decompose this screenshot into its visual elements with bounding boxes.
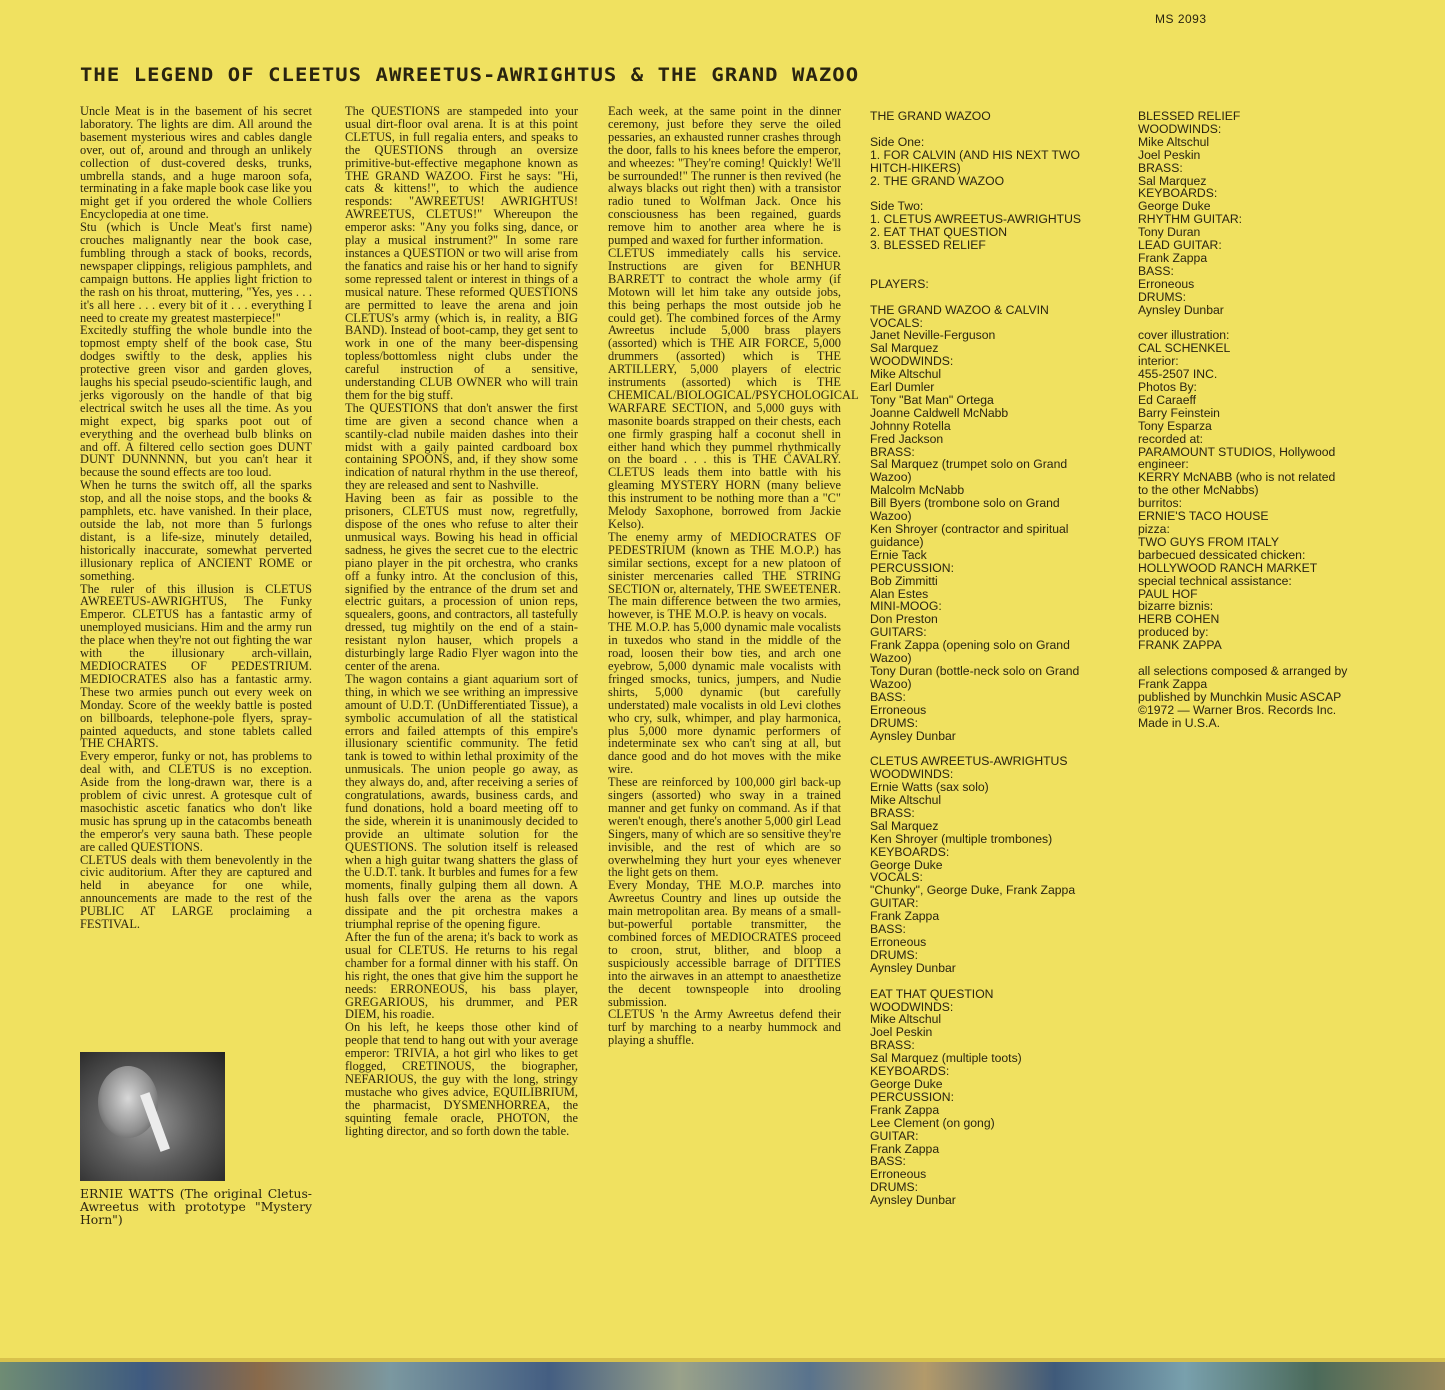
page-title: THE LEGEND OF CLEETUS AWREETUS-AWRIGHTUS & THE GRAND WAZOO bbox=[80, 64, 860, 86]
story-column-1 bbox=[80, 105, 312, 931]
story-column-2 bbox=[345, 105, 578, 1138]
story-column-3 bbox=[608, 104, 859, 1048]
cover-art-strip bbox=[0, 1362, 1445, 1390]
story-text-1: Uncle Meat is in the basement of his secret laboratory. The lights are dim. All around the basement mysterious wires and cables dangle over, out of, around and through an unlikely collection of dust-covered desks, trunks, umbrella stands, and a huge maroon sofa, terminating in a fake maple book case like you might get if you ordered the whole Colliers Encyclopedia at one time. Stu (which is Uncle Meat's first name) crouches malignantly near the book case, fumbling through a stack of books, records, newspaper clippings, religious pamphlets, and campaign buttons. He applies light friction to the rash on his throat, muttering, "Yes, yes . . . it's all here . . . every bit of it . . . everything I need to create my greatest masterpiece!" Excitedly stuffing the whole bundle into the topmost empty shelf of the book case, Stu dodges swiftly to the desk, applies his protective green visor and garden gloves, laughs his special pseudo-scientific laugh, and jerks vigorously on the handle of that big electrical switch he uses all the time. As you might expect, big sparks poot out of everything and the overhead bulb blinks on and off. A filtered cello section goes DUNT DUNT DUNNNNN, but you can't hear it because the sound effects are too loud. When he turns the switch off, all the sparks stop, and all the noise stops, and the books & pamphlets, etc. have vanished. In their place, outside the lab, not more than 5 furlongs distant, is a life-size, minutely detailed, historically inaccurate, somewhat perverted illusionary replica of ANCIENT ROME or something. The ruler of this illusion is CLETUS AWREETUS-AWRIGHTUS, The Funky Emperor. CLETUS has a fantastic army of unemployed musicians. Him and the army run the place when they're not out fighting the war with the illusionary arch-villain, MEDIOCRATES OF PEDESTRIUM. MEDIOCRATES also has a fantastic army. These two armies punch out every week on Monday. Score of the weekly battle is posted on billboards, telephone-pole flyers, spray-painted aqueducts, and stone tablets called THE CHARTS. Every emperor, funky or not, has problems to deal with, and CLETUS is no exception. Aside from the long-drawn war, there is a problem of civic unrest. A grotesque cult of masochistic ascetic fanatics who don't like music has sprung up in the catacombs beneath the emperor's very sauna bath. These people are called QUESTIONS. CLETUS deals with them benevolently in the civic auditorium. After they are captured and held in abeyance for one while, announcements are made to the rest of the PUBLIC AT LARGE proclaiming a FESTIVAL. bbox=[80, 104, 312, 932]
story-text-3: Each week, at the same point in the dinner ceremony, just before they serve the oiled pessaries, an exhausted runner crashes through the door, falls to his knees before the emperor, and wheezes: "They're coming! Quickly! We'll be surrounded!" The runner is then revived (he always blacks out right then) with a transistor radio tuned to Wolfman Jack. Once his consciousness has been regained, guards remove him to another area where he is pumped and waxed for further information. CLETUS immediately calls his service. Instructions are given for BENHUR BARRETT to contract the whole army (if Motown will let him take any outside jobs, this being perhaps the most outside job he could get). The combined forces of the Army Awreetus include 5,000 brass players (assorted) which is THE AIR FORCE, 5,000 drummers (assorted) which is THE ARTILLERY, 5,000 players of electric instruments (assorted) which is THE CHEMICAL/BIOLOGICAL/PSYCHOLOGICAL WARFARE SECTION, and 5,000 guys with masonite boards strapped on their chests, each one firmly grasping half a coconut shell in either hand which they pummel rhythmically on the board . . . this is THE CAVALRY. CLETUS leads them into battle with his gleaming MYSTERY HORN (many believe this instrument to be nothing more than a "C" Melody Saxophone, borrowed from Jackie Kelso). The enemy army of MEDIOCRATES OF PEDESTRIUM (known as THE M.O.P.) has similar sections, except for a new platoon of sinister mercenaries called THE STRING SECTION or, alternately, THE SWEETENER. The main difference between the two armies, however, is THE M.O.P. is heavy on vocals. THE M.O.P. has 5,000 dynamic male vocalists in tuxedos who stand in the middle of the road, loosen their bow ties, and arch one eyebrow, 5,000 dynamic male vocalists with fringed smocks, tunics, jumpers, and Nudie shirts, 5,000 dynamic (but carefully understated) male vocalists in old Levi clothes who cry, sulk, whimper, and play harmonica, plus 5,000 more dynamic performers of indeterminate sex who can't sing at all, but dance good and do hot moves with the mike wire. These are reinforced by 100,000 girl back-up singers (assorted) who sway in a trained manner and get funky on command. As if that weren't enough, there's another 5,000 girl Lead Singers, many of which are so sensitive they're invisible, and the rest of which are so overwhelming they hurt your eyes whenever the light gets on them. Every Monday, THE M.O.P. marches into Awreetus Country and lines up outside the main metropolitan area. By means of a small-but-powerful portable transmitter, the combined forces of MEDIOCRATES proceed to croon, strut, blither, and bloop a suspiciously accessible barrage of DITTIES into the airwaves in an attempt to anaesthetize the decent townspeople into drooling submission. CLETUS 'n the Army Awreetus defend their turf by marching to a nearby hummock and playing a shuffle. bbox=[608, 104, 859, 1048]
ernie-watts-photo bbox=[80, 1052, 225, 1181]
credits-column-1: THE GRAND WAZOO Side One: 1. FOR CALVIN (AND HIS NEXT TWO HITCH-HIKERS) 2. THE GRAND WAZOO Side Two: 1. CLETUS AWREETUS-AWRIGHTUS 2. EAT THAT QUESTION 3. BLESSED RELIEF PLAYERS: THE GRAND WAZOO & CALVIN VOCALS: Janet Neville-Ferguson Sal Marquez WOODWINDS: Mike Altschul Earl Dumler Tony "Bat Man" Ortega Joanne Caldwell McNabb Johnny Rotella Fred Jackson BRASS: Sal Marquez (trumpet solo on Grand Wazoo) Malcolm McNabb Bill Byers (trombone solo on Grand Wazoo) Ken Shroyer (contractor and spiritual guidance) Ernie Tack PERCUSSION: Bob Zimmitti Alan Estes MINI-MOOG: Don Preston GUITARS: Frank Zappa (opening solo on Grand Wazoo) Tony Duran (bottle-neck solo on Grand Wazoo) BASS: Erroneous DRUMS: Aynsley Dunbar CLETUS AWREETUS-AWRIGHTUS WOODWINDS: Ernie Watts (sax solo) Mike Altschul BRASS: Sal Marquez Ken Shroyer (multiple trombones) KEYBOARDS: George Duke VOCALS: "Chunky", George Duke, Frank Zappa GUITAR: Frank Zappa BASS: Erroneous DRUMS: Aynsley Dunbar EAT THAT QUESTION WOODWINDS: Mike Altschul Joel Peskin BRASS: Sal Marquez (multiple toots) KEYBOARDS: George Duke PERCUSSION: Frank Zappa Lee Clement (on gong) GUITAR: Frank Zappa BASS: Erroneous DRUMS: Aynsley Dunbar bbox=[870, 109, 1082, 1208]
catalog-number: MS 2093 bbox=[1155, 12, 1207, 26]
story-text-2: The QUESTIONS are stampeded into your usual dirt-floor oval arena. It is at this point CLETUS, in full regalia enters, and speaks to the QUESTIONS through an oversize primitive-but-effective megaphone known as THE GRAND WAZOO. First he says: "Hi, cats & kittens!", to which the audience responds: "AWREETUS! AWRIGHTUS! AWREETUS, CLETUS!" Whereupon the emperor asks: "Any you folks sing, dance, or play a musical instrument?" In some rare instances a QUESTION or two will arise from the fanatics and raise his or her hand to signify some repressed talent or interest in things of a musical nature. These reformed QUESTIONS are permitted to leave the arena and join CLETUS's army (which is, in reality, a BIG BAND). Instead of boot-camp, they get sent to work in one of the many beer-dispensing topless/bottomless night clubs under the careful instruction of a sensitive, understanding CLUB OWNER who will train them for the big stuff. The QUESTIONS that don't answer the first time are given a second chance when a scantily-clad nubile maiden dashes into their midst with a gaily painted cardboard box containing SPOONS, and, if they show some indication of natural rhythm in the use thereof, they are released and sent to Nashville. Having been as fair as possible to the prisoners, CLETUS must now, regretfully, dispose of the ones who refuse to alter their unmusical ways. Bowing his head in official sadness, he gives the secret cue to the electric piano player in the pit orchestra, who cranks off a funky intro. At the conclusion of this, signified by the entrance of the drum set and electric guitars, a procession of union reps, squealers, goons, and contractors, all tastefully dressed, tug mightily on the end of a stain-resistant nylon hauser, which propels a disturbingly large Radio Flyer wagon into the center of the arena. The wagon contains a giant aquarium sort of thing, in which we see writhing an impressive amount of U.D.T. (UnDifferentiated Tissue), a symbolic accumulation of all the statistical errors and failed attempts of this empire's illusionary scientific community. The fetid tank is towed to within lethal proximity of the unmusicals. The union people go away, as they always do, and, after receiving a series of congratulations, awards, business cards, and fund donations, hold a board meeting off to the side, wherein it is unanimously decided to provide an ultimate solution for the QUESTIONS. The solution itself is released when a high guitar twang shatters the glass of the U.D.T. tank. It burbles and fumes for a few moments, finally gulping them all down. A hush falls over the arena as the vapors dissipate and the pit orchestra makes a triumphal reprise of the opening figure. After the fun of the arena; it's back to work as usual for CLETUS. He returns to his regal chamber for a formal dinner with his staff. On his right, the ones that give him the support he needs: ERRONEOUS, his bass player, GREGARIOUS, his drummer, and PER DIEM, his roadie. On his left, he keeps those other kind of people that tend to hang out with your average emperor: TRIVIA, a hot girl who likes to get flogged, CRETINOUS, the biographer, NEFARIOUS, the guy with the long, stringy mustache who gives advice, EQUILIBRIUM, the pharmacist, DYSMENHORREA, the squinting female oracle, PHOTON, the lighting director, and so forth down the table. bbox=[345, 104, 578, 1138]
photo-caption: ERNIE WATTS (The original Cletus-Awreetus with prototype "Mystery Horn") bbox=[80, 1186, 312, 1227]
credits-column-2: BLESSED RELIEF WOODWINDS: Mike Altschul Joel Peskin BRASS: Sal Marquez KEYBOARDS: George Duke RHYTHM GUITAR: Tony Duran LEAD GUITAR: Frank Zappa BASS: Erroneous DRUMS: Aynsley Dunbar cover illustration: CAL SCHENKEL interior: 455-2507 INC. Photos By: Ed Caraeff Barry Feinstein Tony Esparza recorded at: PARAMOUNT STUDIOS, Hollywood engineer: KERRY McNABB (who is not related to the other McNabbs) burritos: ERNIE'S TACO HOUSE pizza: TWO GUYS FROM ITALY barbecued dessicated chicken: HOLLYWOOD RANCH MARKET special technical assistance: PAUL HOF bizarre biznis: HERB COHEN produced by: FRANK ZAPPA all selections composed & arranged by Frank Zappa published by Munchkin Music ASCAP ©1972 — Warner Bros. Records Inc. Made in U.S.A. bbox=[1138, 109, 1348, 730]
